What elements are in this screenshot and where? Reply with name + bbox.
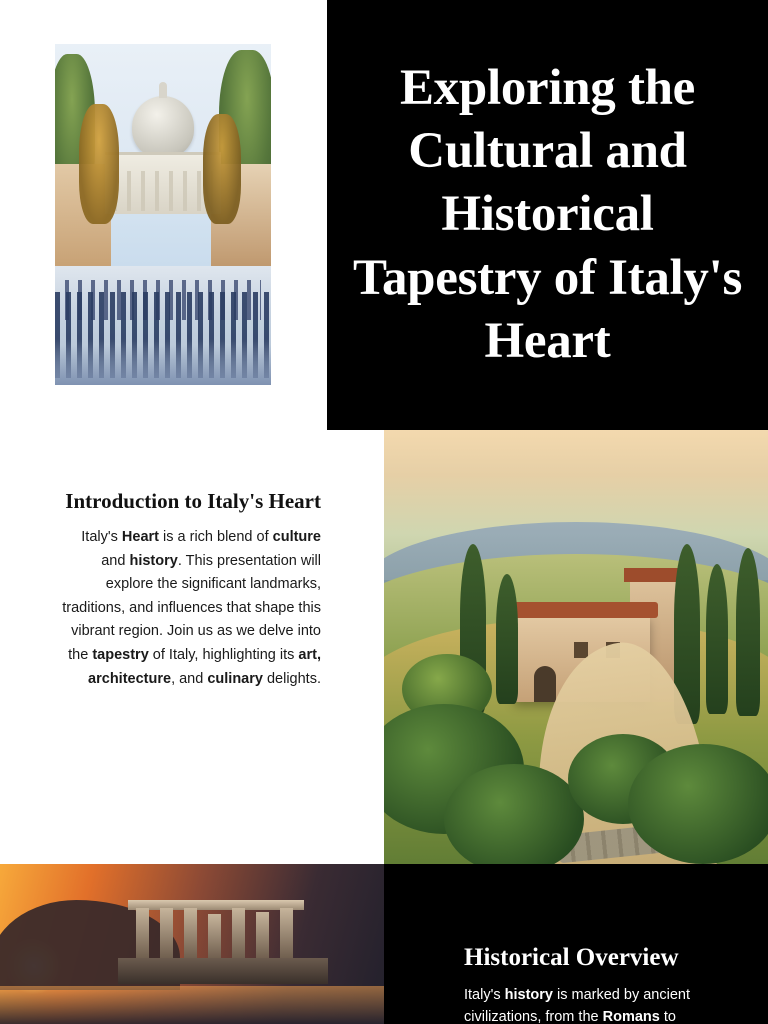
entablature-shape xyxy=(128,900,304,910)
cypress-tree-shape xyxy=(736,548,760,716)
ruins-shape xyxy=(118,906,328,984)
historical-overview-heading: Historical Overview xyxy=(464,944,679,971)
basilica-dome-shape xyxy=(132,96,194,158)
column-shape xyxy=(208,914,221,960)
tree-shape xyxy=(79,104,119,224)
page-title: Exploring the Cultural and Historical Tapestry of Italy's Heart xyxy=(352,59,743,369)
hero-title-panel xyxy=(327,0,768,430)
historical-overview-body: Italy's history is marked by ancient civilizations, from the Romans to xyxy=(464,987,690,1024)
column-shape xyxy=(136,908,149,960)
bush-shape xyxy=(444,764,584,864)
water-reflection-shape xyxy=(0,986,384,1024)
bush-shape xyxy=(628,744,768,864)
column-shape xyxy=(160,908,173,960)
column-shape xyxy=(184,908,197,960)
introduction-heading: Introduction to Italy's Heart xyxy=(65,489,321,513)
villa-door-shape xyxy=(534,666,556,702)
cypress-tree-shape xyxy=(496,574,518,704)
introduction-body: Italy's Heart is a rich blend of culture and history. This presentation will explore the significant landmarks, traditions, and influences that shape this vibrant region. Join us as we delve into the tapestry of Italy, highlighting its art, architecture, and culinary delights. xyxy=(62,528,321,687)
street-shadow xyxy=(55,345,271,385)
tree-shape xyxy=(203,114,241,224)
column-shape xyxy=(256,912,269,960)
introduction-section xyxy=(55,488,321,691)
tuscany-countryside-image xyxy=(384,430,768,864)
hero-image xyxy=(55,44,271,385)
villa-window-shape xyxy=(574,642,588,658)
temple-ruins-image xyxy=(0,864,384,1024)
cypress-tree-shape xyxy=(706,564,728,714)
ruins-base-shape xyxy=(118,958,328,984)
historical-overview-section xyxy=(384,864,768,1024)
column-shape xyxy=(280,908,293,960)
column-shape xyxy=(232,908,245,960)
